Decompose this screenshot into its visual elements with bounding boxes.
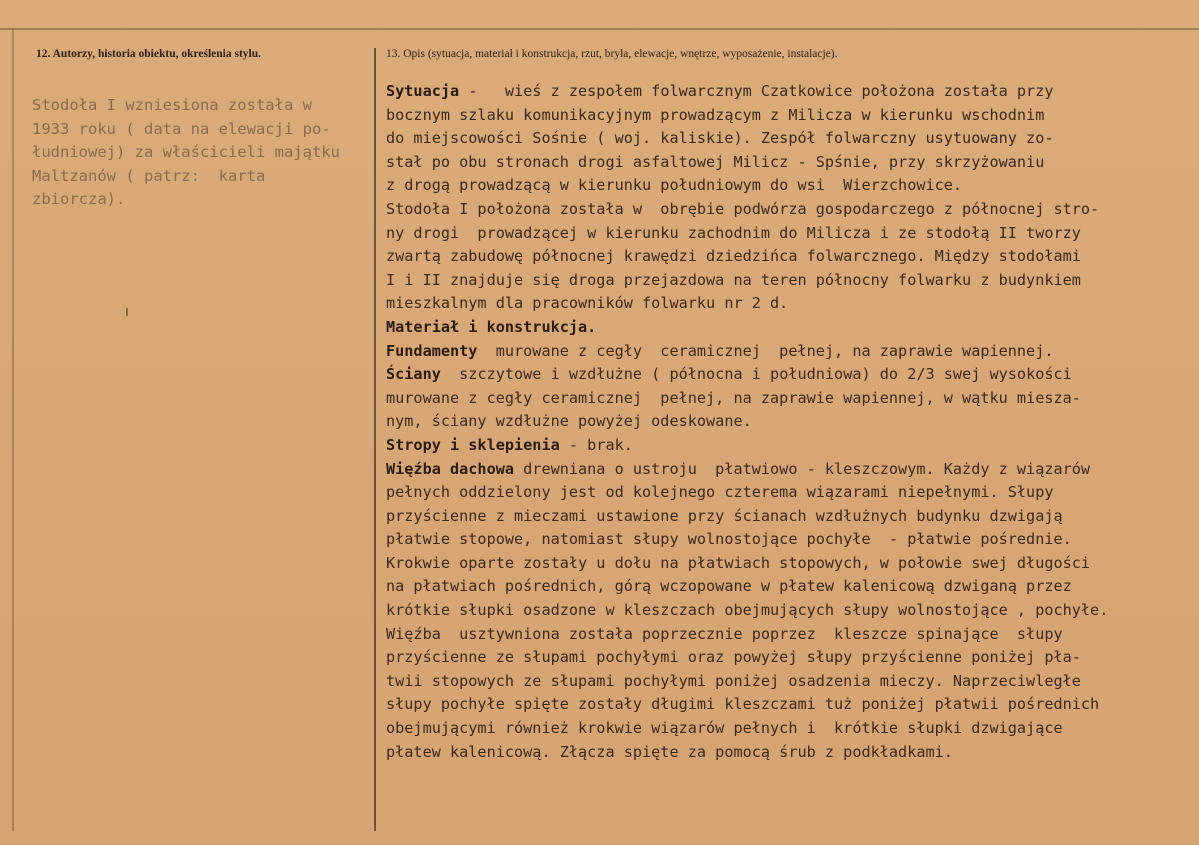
description-line — [386, 670, 1186, 694]
line-text: przyścienne ze słupami pochyłymi oraz powyżej słupy przyścienne poniżej pła- — [386, 648, 1081, 667]
description-line — [386, 127, 1186, 151]
line-text: do miejscowości Sośnie ( woj. kaliskie). Zespół folwarczny usytuowany zo- — [386, 129, 1054, 148]
description-line — [386, 340, 1186, 364]
line-text: obejmującymi również krokwie wiązarów pełnych i krótkie słupki dzwigające — [386, 719, 1063, 738]
description-line — [386, 693, 1186, 717]
description-line — [386, 505, 1186, 529]
history-text — [32, 94, 362, 212]
description-line — [386, 599, 1186, 623]
line-text: I i II znajduje się droga przejazdowa na teren północny folwarku z budynkiem — [386, 270, 1081, 289]
description-line — [386, 104, 1186, 128]
line-text: murowane z cegły ceramicznej pełnej, na zaprawie wapiennej. — [477, 341, 1054, 360]
bold-term: Sytuacja — [386, 82, 460, 100]
line-text: - wieś z zespołem folwarcznym Czatkowice położona została przy — [459, 82, 1054, 100]
description-line — [386, 80, 1186, 104]
column-divider — [374, 48, 376, 831]
description-line — [386, 741, 1186, 765]
bold-term: Fundamenty — [386, 341, 478, 360]
line-text: szczytowe i wzdłużne ( północna i południowa) do 2/3 swej wysokości — [440, 365, 1072, 384]
description-line — [386, 363, 1186, 387]
description-text — [386, 80, 1186, 764]
line-text: płatwie stopowe, natomiast słupy wolnostojące pochyłe - płatwie pośrednie. — [386, 530, 1072, 549]
line-text: twii stopowych ze słupami pochyłymi poniżej osadzenia mieczy. Naprzeciwległe — [386, 671, 1081, 690]
bold-term: Materiał i konstrukcja. — [386, 317, 597, 336]
top-rule — [0, 28, 1199, 30]
description-line — [386, 434, 1186, 458]
line-text: Stodoła I położona została w obrębie podwórza gospodarczego z północnej stro- — [386, 199, 1100, 218]
line-text: nym, ściany wzdłużne powyżej odeskowane. — [386, 412, 752, 431]
section-12-heading: 12. Autorzy, historia obiektu, określenia stylu. — [36, 48, 262, 60]
description-line — [386, 269, 1186, 293]
description-line — [386, 222, 1186, 246]
history-line: Maltzanów ( patrz: karta — [32, 166, 266, 185]
history-line: Stodoła I wzniesiona została w — [32, 96, 312, 114]
line-text: - brak. — [559, 435, 633, 454]
left-rule — [12, 28, 14, 831]
description-line — [386, 410, 1186, 434]
line-text: bocznym szlaku komunikacyjnym prowadzącym z Milicza w kierunku wschodnim — [386, 105, 1045, 124]
line-text: Więźba usztywniona została poprzecznie poprzez kleszcze spinające słupy — [386, 624, 1063, 643]
line-text: drewniana o ustroju płatwiowo - kleszczowym. Każdy z wiązarów — [514, 459, 1091, 478]
line-text: zwartą zabudowę północnej krawędzi dziedzińca folwarcznego. Między stodołami — [386, 247, 1081, 266]
bold-term: Więźba dachowa — [386, 459, 515, 478]
description-line — [386, 528, 1186, 552]
history-line: zbiorcza). — [32, 190, 126, 209]
line-text: słupy pochyłe spięte zostały długimi kleszczami tuż poniżej płatwii pośrednich — [386, 695, 1100, 714]
description-line — [386, 245, 1186, 269]
description-line — [386, 151, 1186, 175]
stray-mark — [126, 308, 128, 316]
line-text: murowane z cegły ceramicznej pełnej, na zaprawie wapiennej, w wątku miesza- — [386, 388, 1081, 407]
line-text: krótkie słupki osadzone w kleszczach obejmujących słupy wolnostojące , pochyłe. — [386, 601, 1109, 620]
line-text: Krokwie oparte zostały u dołu na płatwiach stopowych, w połowie swej długości — [386, 553, 1091, 572]
description-line — [386, 387, 1186, 411]
description-line — [386, 575, 1186, 599]
section-13-heading: 13. Opis (sytuacja, materiał i konstrukcja, rzut, bryła, elewacje, wnętrze, wyposażenie, instalacje). — [386, 48, 838, 60]
history-line: 1933 roku ( data na elewacji po- — [32, 119, 331, 138]
line-text: ny drogi prowadzącej w kierunku zachodnim do Milicza i ze stodołą II tworzy — [386, 223, 1081, 242]
bold-term: Ściany — [386, 365, 441, 384]
description-line — [386, 198, 1186, 222]
description-line — [386, 623, 1186, 647]
description-line — [386, 316, 1186, 340]
line-text: przyścienne z mieczami ustawione przy ścianach wzdłużnych budynku dzwigają — [386, 506, 1063, 525]
description-line — [386, 717, 1186, 741]
description-line — [386, 646, 1186, 670]
description-line — [386, 552, 1186, 576]
description-line — [386, 481, 1186, 505]
line-text: płatew kalenicową. Złącza spięte za pomocą śrub z podkładkami. — [386, 742, 953, 761]
line-text: stał po obu stronach drogi asfaltowej Milicz - Spśnie, przy skrzyżowaniu — [386, 152, 1045, 171]
line-text: mieszkalnym dla pracowników folwarku nr 2 d. — [386, 294, 789, 313]
line-text: z drogą prowadzącą w kierunku południowym do wsi Wierzchowice. — [386, 176, 963, 195]
history-line: łudniowej) za właścicieli majątku — [32, 143, 340, 162]
description-line — [386, 458, 1186, 482]
description-line — [386, 174, 1186, 198]
line-text: pełnych oddzielony jest od kolejnego czterema wiązarami niepełnymi. Słupy — [386, 483, 1054, 502]
description-line — [386, 292, 1186, 316]
line-text: na płatwiach pośrednich, górą wczopowane w płatew kalenicową dzwiganą przez — [386, 577, 1072, 596]
bold-term: Stropy i sklepienia — [386, 435, 560, 454]
